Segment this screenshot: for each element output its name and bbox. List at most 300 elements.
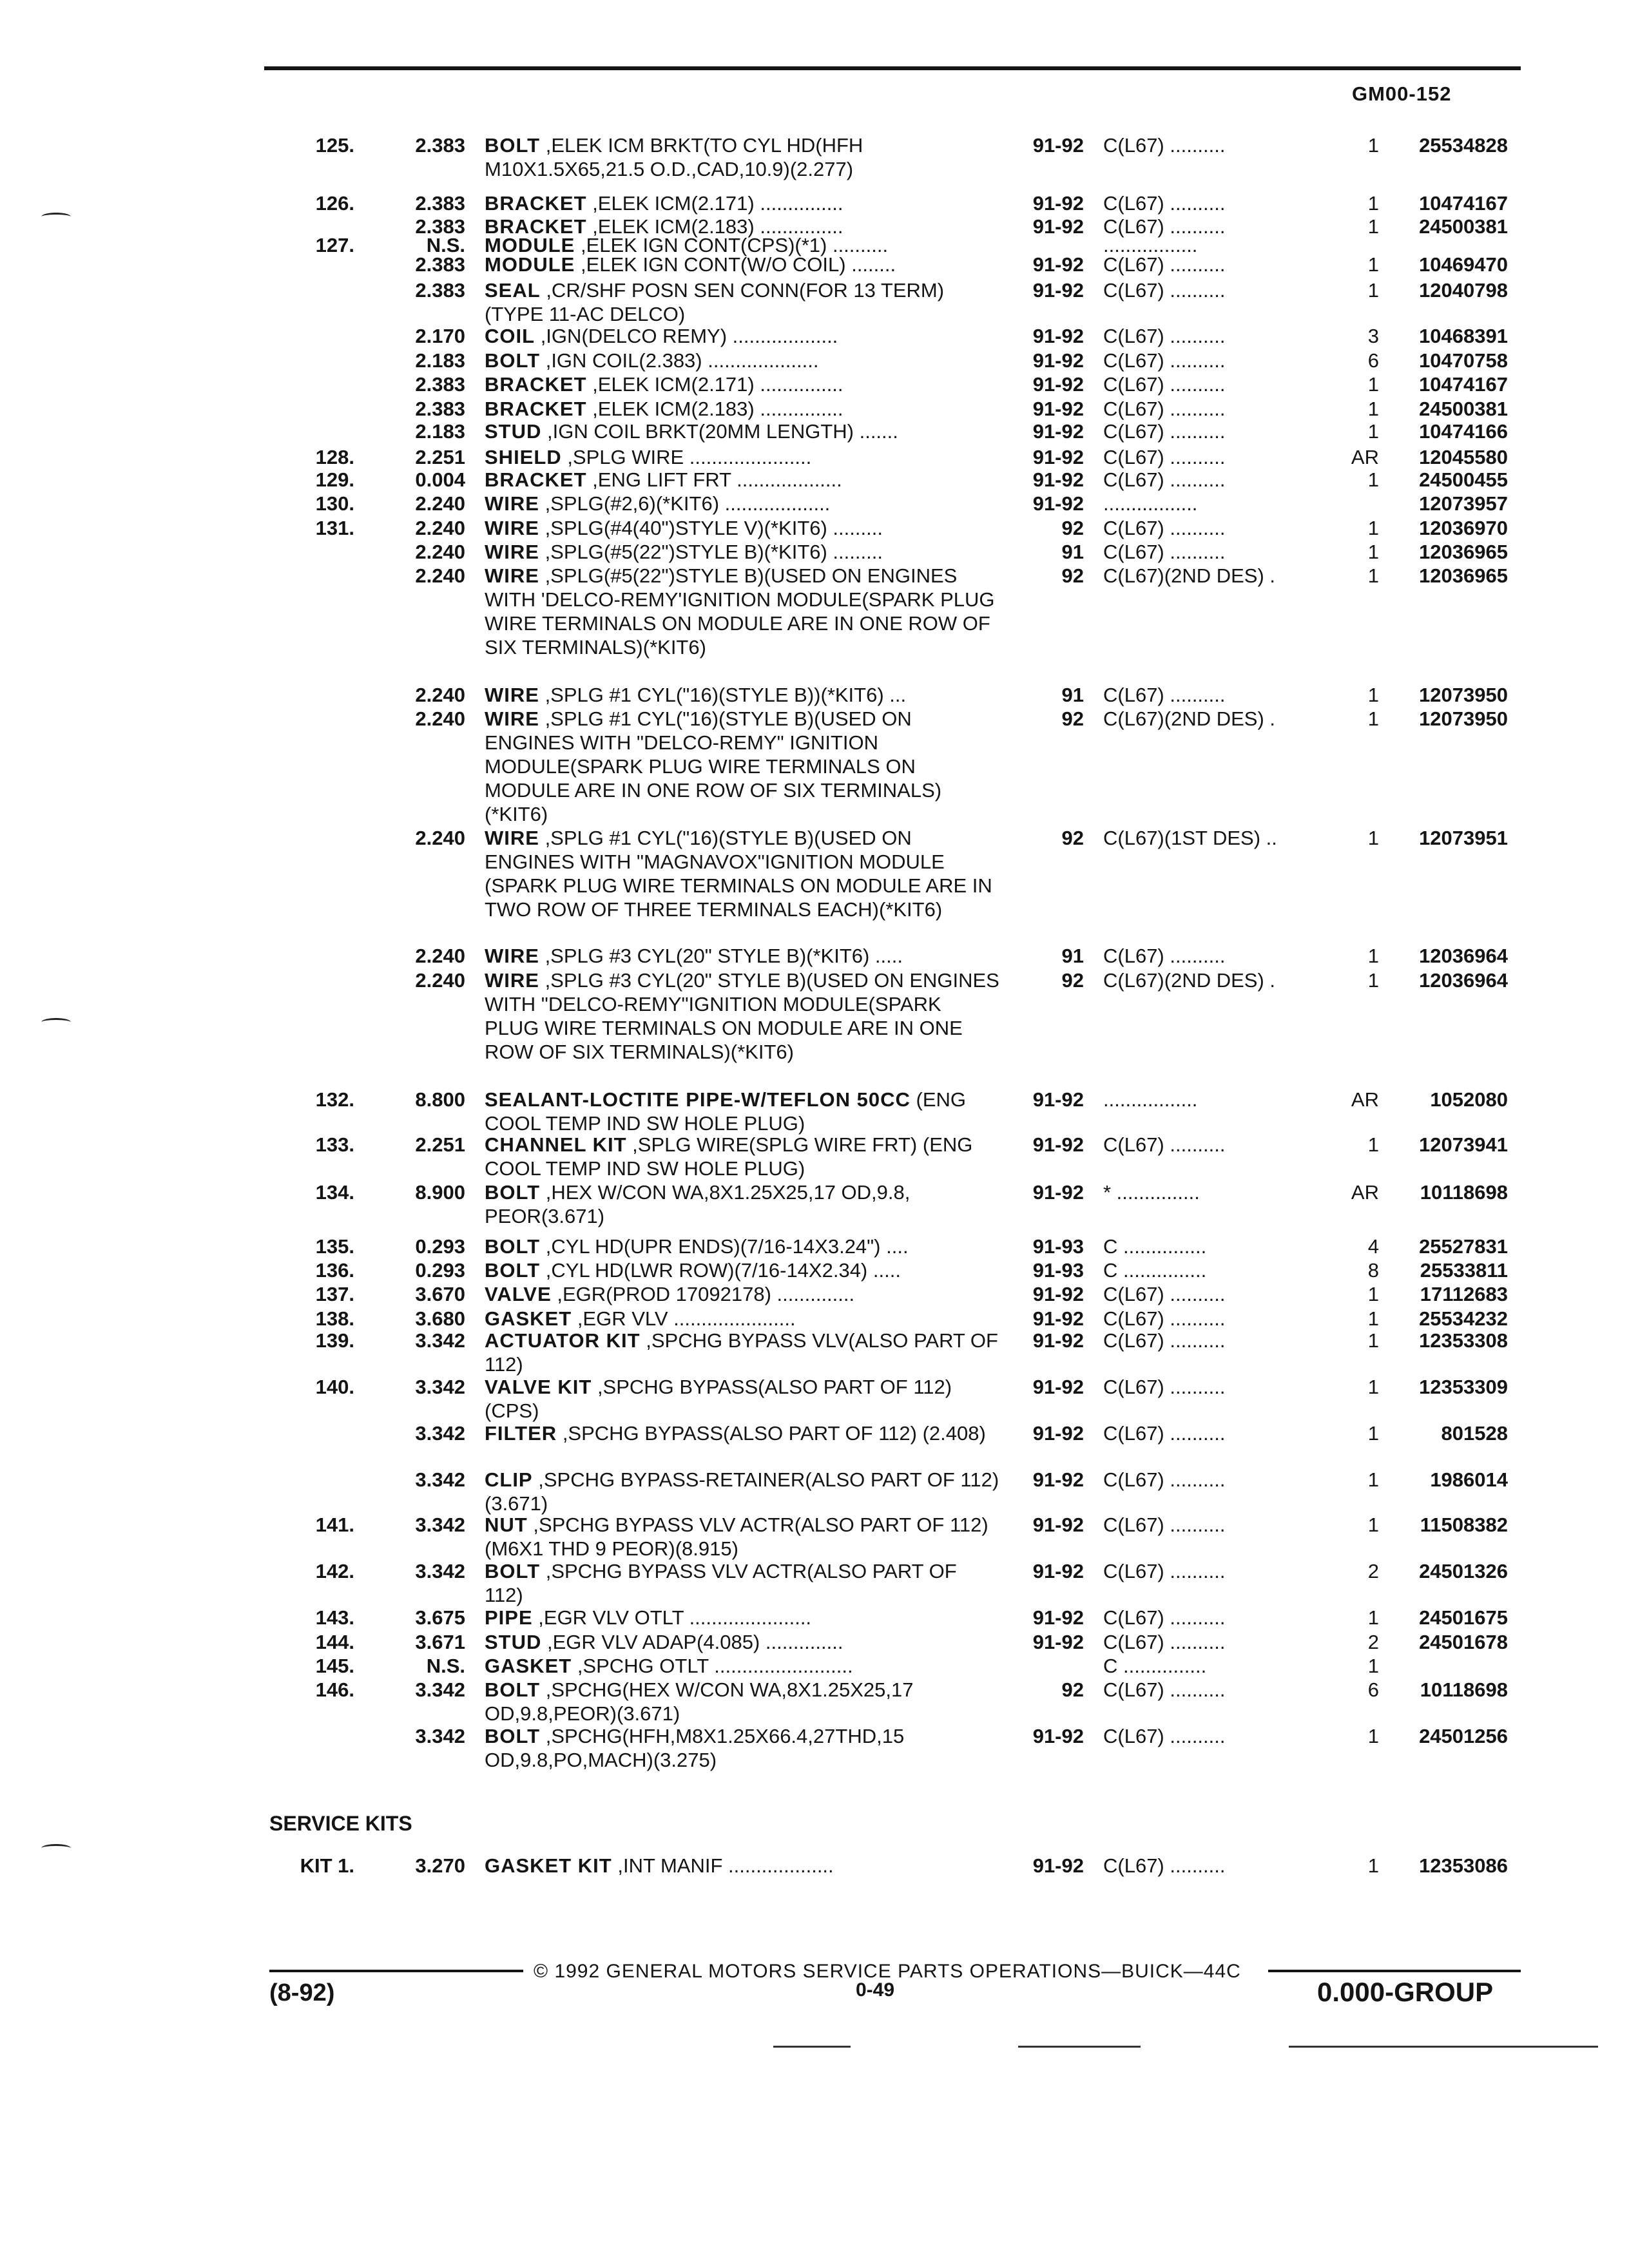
item-number: KIT 1.	[300, 1854, 354, 1877]
part-number: 10474166	[1419, 420, 1508, 443]
part-number: 10468391	[1419, 325, 1508, 347]
description-name: BOLT	[485, 1560, 541, 1582]
description-detail: ,IGN COIL BRKT(20MM LENGTH) .......	[547, 420, 898, 443]
year-range: 91-92	[1032, 446, 1084, 468]
part-number: 12036964	[1419, 969, 1508, 992]
item-number: 140.	[315, 1376, 354, 1398]
model-code: .................	[1103, 492, 1198, 515]
description-detail: ,EGR VLV OTLT ......................	[538, 1606, 812, 1629]
description-detail: ,ELEK ICM(2.171) ...............	[592, 373, 843, 396]
quantity: 1	[1367, 517, 1379, 539]
description-name: BOLT	[485, 134, 541, 157]
description	[485, 707, 1000, 826]
group-number: 2.383	[415, 192, 465, 215]
description	[485, 826, 1000, 921]
model-code: C(L67) ..........	[1103, 1725, 1226, 1747]
model-code: C(L67) ..........	[1103, 192, 1226, 215]
group-number: 2.240	[415, 945, 465, 967]
quantity: 1	[1367, 468, 1379, 491]
part-number: 801528	[1441, 1422, 1508, 1445]
description-name: BOLT	[485, 1235, 541, 1258]
quantity: 1	[1367, 1468, 1379, 1491]
part-number: 12073950	[1419, 684, 1508, 706]
footer-rule-left	[269, 1970, 523, 1972]
part-number: 25534232	[1419, 1307, 1508, 1330]
description-detail: ,SPLG #1 CYL("16)(STYLE B)(USED ON ENGINES WITH "DELCO-REMY" IGNITION MODULE(SPARK PLUG WIRE TERMINALS ON MODULE ARE IN ONE ROW OF SIX TERMINALS)(*KIT6)	[485, 707, 942, 825]
description	[485, 516, 1000, 540]
footer-copyright: © 1992 GENERAL MOTORS SERVICE PARTS OPERATIONS—BUICK—44C	[534, 1961, 1241, 1982]
group-number: 2.240	[415, 541, 465, 563]
description	[485, 1088, 1000, 1135]
item-number: 135.	[315, 1235, 354, 1258]
description	[485, 944, 1000, 968]
year-range: 91-92	[1032, 1181, 1084, 1204]
model-code: C(L67) ..........	[1103, 398, 1226, 420]
part-number: 12073951	[1419, 827, 1508, 849]
description	[485, 372, 1000, 396]
model-code: C(L67) ..........	[1103, 468, 1226, 491]
group-number: 2.383	[415, 253, 465, 276]
model-code: * ...............	[1103, 1181, 1200, 1204]
model-code: C(L67) ..........	[1103, 1468, 1226, 1491]
quantity: 1	[1367, 1854, 1379, 1877]
year-range: 91-92	[1032, 1088, 1084, 1111]
description-name: WIRE	[485, 517, 539, 539]
item-number: 146.	[315, 1678, 354, 1701]
part-number: 24500381	[1419, 398, 1508, 420]
group-number: 3.680	[415, 1307, 465, 1330]
group-number: 3.342	[415, 1678, 465, 1701]
part-number: 12036965	[1419, 541, 1508, 563]
quantity: 1	[1367, 1376, 1379, 1398]
group-number: N.S.	[426, 234, 465, 256]
model-code: C(L67) ..........	[1103, 684, 1226, 706]
year-range: 91-92	[1032, 373, 1084, 396]
year-range: 91-92	[1032, 215, 1084, 238]
description-name: MODULE	[485, 253, 575, 276]
quantity: 1	[1367, 1725, 1379, 1747]
part-number: 24501256	[1419, 1725, 1508, 1747]
part-number: 1986014	[1430, 1468, 1508, 1491]
description-name: PIPE	[485, 1606, 533, 1629]
quantity: AR	[1351, 446, 1379, 468]
model-code: C(L67) ..........	[1103, 1854, 1226, 1877]
description	[485, 1329, 1000, 1376]
year-range: 91-92	[1032, 1376, 1084, 1398]
model-code: C(L67) ..........	[1103, 325, 1226, 347]
model-code: C(L67) ..........	[1103, 1376, 1226, 1398]
model-code: C(L67) ..........	[1103, 446, 1226, 468]
group-number: 3.342	[415, 1560, 465, 1582]
description-detail: ,SPLG(#2,6)(*KIT6) ...................	[545, 492, 831, 515]
part-number: 12036964	[1419, 945, 1508, 967]
item-number: 138.	[315, 1307, 354, 1330]
model-code: C(L67) ..........	[1103, 349, 1226, 372]
model-code: C(L67) ..........	[1103, 420, 1226, 443]
part-number: 1052080	[1430, 1088, 1508, 1111]
description-name: MODULE	[485, 234, 575, 256]
quantity: 6	[1367, 1678, 1379, 1701]
footer-group: 0.000-GROUP	[1317, 1977, 1494, 2007]
page-id: GM00-152	[1352, 82, 1452, 105]
description-detail: ,SPCHG BYPASS-RETAINER(ALSO PART OF 112)(3.671)	[485, 1468, 999, 1515]
year-range: 91-92	[1032, 1133, 1084, 1156]
description-name: GASKET KIT	[485, 1854, 612, 1877]
description-name: BOLT	[485, 1725, 541, 1747]
description-detail: ,SPCHG BYPASS(ALSO PART OF 112) (2.408)	[562, 1422, 986, 1445]
item-number: 132.	[315, 1088, 354, 1111]
model-code: C(L67) ..........	[1103, 1329, 1226, 1352]
description-name: BRACKET	[485, 468, 587, 491]
item-number: 144.	[315, 1631, 354, 1653]
description-detail: ,CYL HD(UPR ENDS)(7/16-14X3.24") ....	[545, 1235, 909, 1258]
model-code: C(L67) ..........	[1103, 253, 1226, 276]
quantity: 4	[1367, 1235, 1379, 1258]
model-code: C(L67) ..........	[1103, 1631, 1226, 1653]
description-name: SHIELD	[485, 446, 562, 468]
description	[485, 1282, 1000, 1306]
model-code: C(L67) ..........	[1103, 1422, 1226, 1445]
model-code: C(L67) ..........	[1103, 1560, 1226, 1582]
item-number: 134.	[315, 1181, 354, 1204]
description	[485, 492, 1000, 515]
quantity: 2	[1367, 1560, 1379, 1582]
description	[485, 397, 1000, 421]
group-number: 2.240	[415, 564, 465, 587]
description	[485, 540, 1000, 564]
description-detail: ,EGR(PROD 17092178) ..............	[557, 1283, 855, 1305]
year-range: 91-93	[1032, 1259, 1084, 1282]
quantity: 1	[1367, 215, 1379, 238]
description-detail: ,ELEK ICM(2.183) ...............	[592, 215, 843, 238]
group-number: 2.183	[415, 420, 465, 443]
part-number: 12040798	[1419, 279, 1508, 302]
model-code: C(L67)(2ND DES) .	[1103, 969, 1275, 992]
description-detail: ,SPLG #3 CYL(20" STYLE B)(USED ON ENGINES WITH "DELCO-REMY"IGNITION MODULE(SPARK PLUG WIRE TERMINALS ON MODULE ARE IN ONE ROW OF SIX TERMINALS)(*KIT6)	[485, 969, 999, 1063]
description-name: ACTUATOR KIT	[485, 1329, 641, 1352]
item-number: 133.	[315, 1133, 354, 1156]
description-name: VALVE KIT	[485, 1376, 592, 1398]
group-number: 2.240	[415, 707, 465, 730]
year-range: 91-92	[1032, 253, 1084, 276]
model-code: .................	[1103, 1088, 1198, 1111]
item-number: 125.	[315, 134, 354, 157]
description-name: WIRE	[485, 684, 539, 706]
quantity: 1	[1367, 1329, 1379, 1352]
group-number: 2.383	[415, 215, 465, 238]
group-number: 2.240	[415, 684, 465, 706]
group-number: 2.383	[415, 279, 465, 302]
description-name: WIRE	[485, 541, 539, 563]
year-range: 91	[1061, 684, 1084, 706]
description-name: COIL	[485, 325, 535, 347]
description	[485, 1468, 1000, 1515]
group-number: 3.342	[415, 1329, 465, 1352]
group-number: 8.900	[415, 1181, 465, 1204]
description-detail: ,SPCHG BYPASS(ALSO PART OF 112)(CPS)	[485, 1376, 952, 1422]
group-number: 2.240	[415, 517, 465, 539]
description	[485, 1678, 1000, 1725]
quantity: 3	[1367, 325, 1379, 347]
quantity: 1	[1367, 1283, 1379, 1305]
year-range: 91-92	[1032, 1606, 1084, 1629]
description	[485, 253, 1000, 276]
quantity: AR	[1351, 1181, 1379, 1204]
description	[485, 1375, 1000, 1423]
description-detail: ,ENG LIFT FRT ...................	[592, 468, 842, 491]
group-number: 8.800	[415, 1088, 465, 1111]
model-code: C(L67) ..........	[1103, 1606, 1226, 1629]
description-name: SEALANT-LOCTITE PIPE-W/TEFLON 50CC	[485, 1088, 911, 1111]
description-name: WIRE	[485, 492, 539, 515]
year-range: 91	[1061, 541, 1084, 563]
description-detail: ,SPCHG(HFH,M8X1.25X66.4,27THD,15 OD,9.8,PO,MACH)(3.275)	[485, 1725, 905, 1771]
group-number: 2.240	[415, 969, 465, 992]
model-code: C(L67) ..........	[1103, 134, 1226, 157]
group-number: 2.251	[415, 1133, 465, 1156]
description	[485, 683, 1000, 707]
group-number: 3.342	[415, 1376, 465, 1398]
description-name: WIRE	[485, 707, 539, 730]
description-detail: ,SPCHG(HEX W/CON WA,8X1.25X25,17 OD,9.8,PEOR)(3.671)	[485, 1678, 914, 1725]
description-detail: ,HEX W/CON WA,8X1.25X25,17 OD,9.8, PEOR(3.671)	[485, 1181, 911, 1227]
description-name: STUD	[485, 1631, 542, 1653]
quantity: 1	[1367, 1307, 1379, 1330]
year-range: 91-92	[1032, 398, 1084, 420]
description-detail: ,SPLG(#5(22")STYLE B)(USED ON ENGINES WITH 'DELCO-REMY'IGNITION MODULE(SPARK PLUG WIRE TERMINALS ON MODULE ARE IN ONE ROW OF SIX TERMINALS)(*KIT6)	[485, 564, 995, 658]
description-detail: ,IGN(DELCO REMY) ...................	[540, 325, 838, 347]
year-range: 91-92	[1032, 468, 1084, 491]
description-name: NUT	[485, 1514, 528, 1536]
quantity: 1	[1367, 1133, 1379, 1156]
part-number: 12073941	[1419, 1133, 1508, 1156]
part-number: 12036965	[1419, 564, 1508, 587]
year-range: 91-92	[1032, 1283, 1084, 1305]
description-detail: ,CYL HD(LWR ROW)(7/16-14X2.34) .....	[545, 1259, 901, 1282]
part-number: 17112683	[1420, 1283, 1508, 1305]
year-range: 91-92	[1032, 279, 1084, 302]
description-detail: ,SPCHG BYPASS VLV ACTR(ALSO PART OF 112)(M6X1 THD 9 PEOR)(8.915)	[485, 1514, 988, 1560]
model-code: C(L67)(2ND DES) .	[1103, 707, 1275, 730]
year-range: 91-92	[1032, 1514, 1084, 1536]
group-number: 2.183	[415, 349, 465, 372]
item-number: 142.	[315, 1560, 354, 1582]
description-detail: ,SPLG(#4(40")STYLE V)(*KIT6) .........	[545, 517, 883, 539]
description-name: FILTER	[485, 1422, 557, 1445]
description	[485, 1630, 1000, 1654]
item-number: 137.	[315, 1283, 354, 1305]
model-code: C(L67) ..........	[1103, 373, 1226, 396]
item-number: 136.	[315, 1259, 354, 1282]
quantity: 1	[1367, 279, 1379, 302]
description-name: GASKET	[485, 1655, 572, 1677]
description	[485, 419, 1000, 443]
description-name: WIRE	[485, 827, 539, 849]
year-range: 91-92	[1032, 420, 1084, 443]
description-detail: ,SPCHG BYPASS VLV(ALSO PART OF 112)	[485, 1329, 998, 1376]
model-code: C(L67)(2ND DES) .	[1103, 564, 1275, 587]
part-number: 12036970	[1419, 517, 1508, 539]
group-number: 2.170	[415, 325, 465, 347]
model-code: C(L67) ..........	[1103, 945, 1226, 967]
part-number: 24501675	[1419, 1606, 1508, 1629]
description-name: CLIP	[485, 1468, 533, 1491]
year-range: 91-92	[1032, 1422, 1084, 1445]
group-number: 0.293	[415, 1259, 465, 1282]
description	[485, 1180, 1000, 1228]
description-detail: ,SPCHG BYPASS VLV ACTR(ALSO PART OF 112)	[485, 1560, 957, 1606]
year-range: 91-92	[1032, 349, 1084, 372]
description-detail: ,SPLG #3 CYL(20" STYLE B)(*KIT6) .....	[545, 945, 903, 967]
description-name: GASKET	[485, 1307, 572, 1330]
group-number: 3.342	[415, 1468, 465, 1491]
year-range: 91-92	[1032, 134, 1084, 157]
quantity: 1	[1367, 1655, 1379, 1677]
quantity: 1	[1367, 192, 1379, 215]
description	[485, 1258, 1000, 1282]
year-range: 92	[1061, 707, 1084, 730]
description	[485, 445, 1000, 469]
part-number: 11508382	[1420, 1514, 1508, 1536]
description-name: WIRE	[485, 564, 539, 587]
part-number: 25527831	[1419, 1235, 1508, 1258]
description-detail: ,EGR VLV ADAP(4.085) ..............	[547, 1631, 843, 1653]
footer-page-number: 0-49	[856, 1979, 895, 2001]
part-number: 10118698	[1420, 1678, 1508, 1701]
year-range: 91-92	[1032, 1560, 1084, 1582]
description	[485, 468, 1000, 492]
bottom-rule	[1289, 2046, 1598, 2048]
group-number: 3.342	[415, 1725, 465, 1747]
item-number: 126.	[315, 192, 354, 215]
model-code: C(L67) ..........	[1103, 279, 1226, 302]
part-number: 24501326	[1419, 1560, 1508, 1582]
quantity: 1	[1367, 684, 1379, 706]
description-name: STUD	[485, 420, 542, 443]
model-code: C(L67) ..........	[1103, 215, 1226, 238]
description-detail: ,ELEK ICM BRKT(TO CYL HD(HFH M10X1.5X65,21.5 O.D.,CAD,10.9)(2.277)	[485, 134, 863, 180]
part-number: 12045580	[1419, 446, 1508, 468]
description-name: BOLT	[485, 1259, 541, 1282]
year-range: 92	[1061, 969, 1084, 992]
description-name: BOLT	[485, 349, 541, 372]
description	[485, 1654, 1000, 1678]
group-number: 0.293	[415, 1235, 465, 1258]
quantity: 1	[1367, 373, 1379, 396]
description-detail: ,SPLG(#5(22")STYLE B)(*KIT6) .........	[545, 541, 883, 563]
description-detail: ,ELEK ICM(2.183) ...............	[592, 398, 843, 420]
description	[485, 968, 1000, 1064]
group-number: 2.240	[415, 827, 465, 849]
group-number: 2.383	[415, 373, 465, 396]
part-number: 24500455	[1419, 468, 1508, 491]
quantity: 1	[1367, 134, 1379, 157]
description-name: BRACKET	[485, 398, 587, 420]
description-name: BOLT	[485, 1181, 541, 1204]
year-range: 91-92	[1032, 492, 1084, 515]
year-range: 91-93	[1032, 1235, 1084, 1258]
group-number: N.S.	[426, 1655, 465, 1677]
description-name: CHANNEL KIT	[485, 1133, 627, 1156]
item-number: 127.	[315, 234, 354, 256]
part-number: 24500381	[1419, 215, 1508, 238]
year-range: 92	[1061, 1678, 1084, 1701]
model-code: C(L67)(1ST DES) ..	[1103, 827, 1277, 849]
part-number: 10470758	[1419, 349, 1508, 372]
item-number: 131.	[315, 517, 354, 539]
description-name: BOLT	[485, 1678, 541, 1701]
description	[485, 1307, 1000, 1331]
description	[485, 1421, 1000, 1445]
group-number: 3.342	[415, 1422, 465, 1445]
item-number: 141.	[315, 1514, 354, 1536]
group-number: 2.251	[415, 446, 465, 468]
part-number: 10474167	[1419, 373, 1508, 396]
item-number: 129.	[315, 468, 354, 491]
description-detail: ,SPCHG OTLT .........................	[577, 1655, 853, 1677]
description-detail: (ENG COOL TEMP IND SW HOLE PLUG)	[485, 1088, 967, 1135]
quantity: 1	[1367, 827, 1379, 849]
footer-rule-right	[1268, 1970, 1521, 1972]
bottom-rule	[1018, 2046, 1141, 2048]
description-name: VALVE	[485, 1283, 552, 1305]
part-number: 25534828	[1419, 134, 1508, 157]
group-number: 3.270	[415, 1854, 465, 1877]
year-range: 91-92	[1032, 1307, 1084, 1330]
group-number: 3.671	[415, 1631, 465, 1653]
model-code: C(L67) ..........	[1103, 541, 1226, 563]
description-name: BRACKET	[485, 215, 587, 238]
description-name: BRACKET	[485, 192, 587, 215]
item-number: 143.	[315, 1606, 354, 1629]
description-detail: ,SPLG #1 CYL("16)(STYLE B)(USED ON ENGINES WITH "MAGNAVOX"IGNITION MODULE (SPARK PLUG WIRE TERMINALS ON MODULE ARE IN TWO ROW OF THREE TERMINALS EACH)(*KIT6)	[485, 827, 992, 921]
quantity: 1	[1367, 1606, 1379, 1629]
model-code: .................	[1103, 234, 1198, 256]
group-number: 0.004	[415, 468, 465, 491]
part-number: 12073957	[1419, 492, 1508, 515]
bottom-rule	[773, 2046, 851, 2048]
description-detail: ,SPLG WIRE(SPLG WIRE FRT) (ENG COOL TEMP IND SW HOLE PLUG)	[485, 1133, 973, 1180]
group-number: 3.670	[415, 1283, 465, 1305]
description	[485, 564, 1000, 659]
description	[485, 133, 1000, 181]
part-number: 12353309	[1419, 1376, 1508, 1398]
part-number: 10474167	[1419, 192, 1508, 215]
description-detail: ,SPLG #1 CYL("16)(STYLE B))(*KIT6) ...	[545, 684, 907, 706]
quantity: 1	[1367, 1514, 1379, 1536]
description-name: WIRE	[485, 945, 539, 967]
description	[485, 1854, 1000, 1878]
model-code: C ...............	[1103, 1655, 1207, 1677]
description-detail: ,ELEK IGN CONT(W/O COIL) ........	[580, 253, 896, 276]
part-number: 12073950	[1419, 707, 1508, 730]
model-code: C(L67) ..........	[1103, 1133, 1226, 1156]
description-detail: ,ELEK ICM(2.171) ...............	[592, 192, 843, 215]
description-detail: ,EGR VLV ......................	[577, 1307, 796, 1330]
quantity: 1	[1367, 398, 1379, 420]
description-name: WIRE	[485, 969, 539, 992]
quantity: 1	[1367, 945, 1379, 967]
year-range: 91-92	[1032, 192, 1084, 215]
model-code: C(L67) ..........	[1103, 1514, 1226, 1536]
quantity: 1	[1367, 1422, 1379, 1445]
year-range: 92	[1061, 827, 1084, 849]
model-code: C(L67) ..........	[1103, 1678, 1226, 1701]
description	[485, 1513, 1000, 1561]
description-name: SEAL	[485, 279, 541, 302]
description	[485, 324, 1000, 348]
year-range: 92	[1061, 564, 1084, 587]
